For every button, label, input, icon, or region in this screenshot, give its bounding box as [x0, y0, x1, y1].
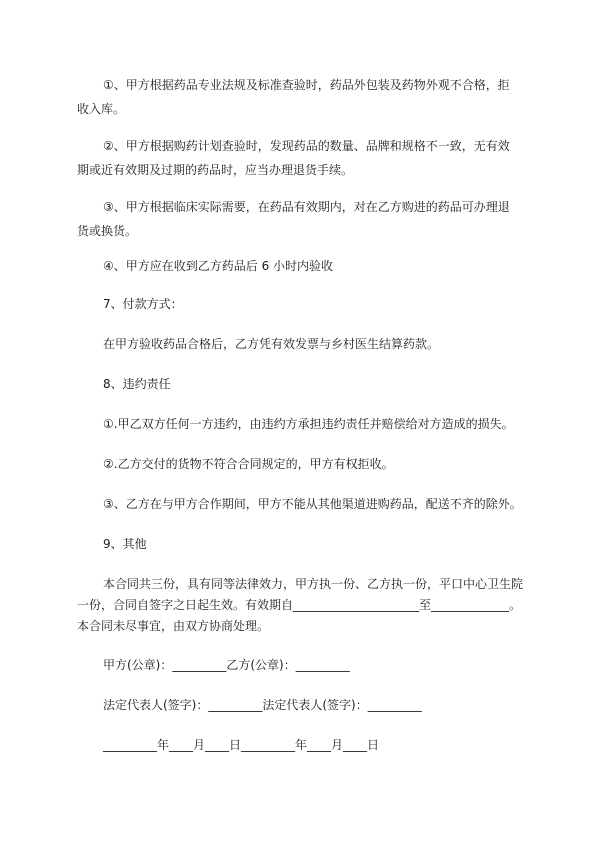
section-8-item-2: ②.乙方交付的货物不符合合同规定的，甲方有权拒收。 — [103, 457, 394, 471]
section-9-line-2: 一份，合同自签字之日起生效。有效期自_____________________至_____________。 — [77, 598, 522, 612]
clause-3-line-2: 货或换货。 — [77, 224, 138, 238]
section-7-heading: 7、付款方式： — [103, 297, 183, 311]
section-8-heading: 8、违约责任 — [103, 377, 171, 391]
clause-1-line-1: ①、甲方根据药品专业法规及标准查验时，药品外包装及药物外观不合格，拒 — [103, 78, 510, 92]
section-8-item-1: ①.甲乙双方任何一方违约，由违约方承担违约责任并赔偿给对方造成的损失。 — [103, 417, 514, 431]
signature-representative-line: 法定代表人(签字)：_________法定代表人(签字)：_________ — [103, 698, 422, 712]
clause-2-line-2: 期或近有效期及过期的药品时，应当办理退货手续。 — [77, 163, 354, 177]
clause-4: ④、甲方应在收到乙方药品后 6 小时内验收 — [103, 259, 334, 273]
signature-seal-line: 甲方(公章)：_________乙方(公章)：_________ — [103, 658, 350, 672]
section-9-line-1: 本合同共三份，具有同等法律效力，甲方执一份、乙方执一份，平口中心卫生院 — [103, 577, 524, 591]
clause-2-line-1: ②、甲方根据购药计划查验时，发现药品的数量、品牌和规格不一致，无有效 — [103, 139, 510, 153]
section-8-item-3: ③、乙方在与甲方合作期间，甲方不能从其他渠道进购药品，配送不齐的除外。 — [103, 497, 522, 511]
section-9-heading: 9、其他 — [103, 537, 147, 551]
section-9-line-3: 本合同未尽事宜，由双方协商处理。 — [77, 619, 270, 633]
clause-1-line-2: 收入库。 — [77, 102, 126, 116]
signature-date-line: _________年____月____日_________年____月____日 — [103, 738, 380, 752]
clause-3-line-1: ③、甲方根据临床实际需要，在药品有效期内，对在乙方购进的药品可办理退 — [103, 200, 510, 214]
section-7-body: 在甲方验收药品合格后，乙方凭有效发票与乡村医生结算药款。 — [103, 337, 440, 351]
